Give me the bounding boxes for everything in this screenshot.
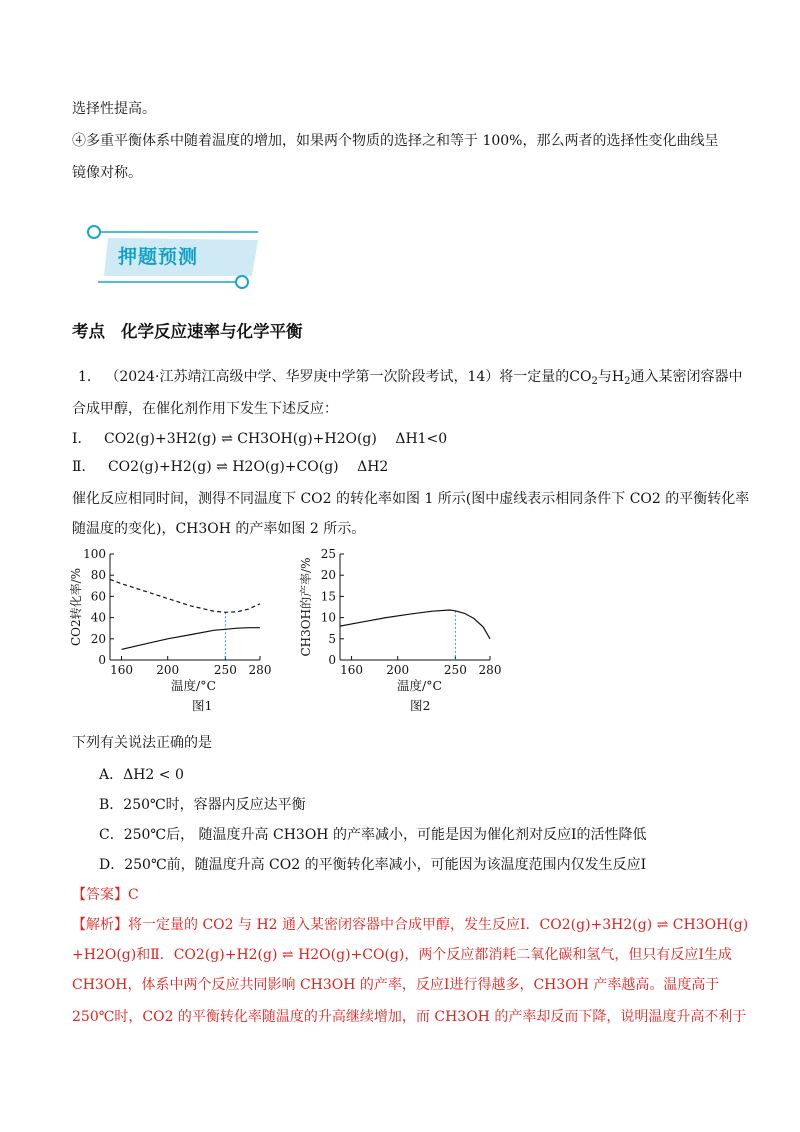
reaction-1-right: CH3OH(g)+H2O(g) <box>237 431 377 447</box>
equilibrium-arrow-icon: ⇌ <box>216 459 228 475</box>
chart-2-x-tick-label: 250 <box>443 663 467 674</box>
chart-2-y-tick-label: 10 <box>320 610 336 625</box>
section-key: 考点 <box>72 322 105 341</box>
intro-line-3: 镜像对称。 <box>72 165 142 181</box>
chart-2-y-tick-label: 5 <box>328 631 336 646</box>
question-stem-line-1: 1． （2024·江苏靖江高级中学、华罗庚中学第一次阶段考试，14）将一定量的$CO_2$与$H_2$通入某密闭容器中 <box>72 362 732 392</box>
chart-1-series-solid-line <box>122 628 261 650</box>
banner-label: 押题预测 <box>118 246 199 268</box>
question-stem-line-2: 合成甲醇，在催化剂作用下发生下述反应： <box>72 401 338 417</box>
option-b[interactable]: B．250℃时，容器内反应达平衡 <box>99 797 306 813</box>
chart-1-x-tick-label: 160 <box>110 663 133 674</box>
reaction-2-label: Ⅱ． <box>72 459 96 475</box>
section-heading <box>72 318 303 342</box>
chart-1-y-tick-label: 0 <box>98 653 106 667</box>
equilibrium-arrow-icon: ⇌ <box>221 431 233 447</box>
reaction-1 <box>72 424 732 454</box>
chart-1-xlabel: 温度/°C <box>171 678 217 693</box>
chart-figure-1 <box>66 544 276 678</box>
analysis-line-1: 【解析】将一定量的 CO2 与 H2 通入某密闭容器中合成甲醇，发生反应Ⅰ．CO2(g)+3H2(g) ⇌ CH3OH(g) <box>72 917 749 933</box>
reaction-1-left: CO2(g)+3H2(g) <box>103 431 217 447</box>
question-source: （2024·江苏靖江高级中学、华罗庚中学第一次阶段考试，14） <box>105 369 500 385</box>
chart-1-ylabel: CO2转化率/% <box>69 567 83 647</box>
reaction-1-label: Ⅰ． <box>72 431 92 447</box>
chart-2-svg <box>296 544 506 674</box>
chart-1-x-tick-label: 280 <box>248 663 272 674</box>
chart-2-x-tick-label: 280 <box>478 663 502 674</box>
reaction-2-left: CO2(g)+H2(g) <box>107 459 212 475</box>
chart-1-series-dashed-line <box>110 579 260 612</box>
option-d[interactable]: D．250℃前，随温度升高 CO2 的平衡转化率减小，可能因为该温度范围内仅发生反应Ⅰ <box>99 857 647 873</box>
chart-1-y-tick-label: 60 <box>90 589 106 604</box>
stem-and: 与 <box>597 369 612 385</box>
intro-line-2: ④多重平衡体系中随着温度的增加，如果两个物质的选择之和等于 100%，那么两者的选择性变化曲线呈 <box>72 133 719 149</box>
option-a[interactable]: A．ΔH2 < 0 <box>99 767 184 783</box>
analysis-line-4: 250℃时，CO2 的平衡转化率随温度的升高继续增加，而 CH3OH 的产率却反而下降，说明温度升高不利于 <box>72 1009 747 1025</box>
chart-2-y-tick-label: 0 <box>328 653 336 667</box>
co2-formula: CO <box>569 369 592 385</box>
answer-label: 【答案】C <box>72 887 139 903</box>
option-c[interactable]: C．250℃后， 随温度升高 CH3OH 的产率减小，可能是因为催化剂对反应Ⅰ的活性降低 <box>99 827 647 843</box>
chart-1-y-tick-label: 80 <box>90 568 106 583</box>
stem-text-b: 通入某密闭容器中 <box>630 369 743 385</box>
question-desc-line-1: 催化反应相同时间，测得不同温度下 CO2 的转化率如图 1 所示(图中虚线表示相同条件下 CO2 的平衡转化率 <box>72 491 750 507</box>
chart-1-y-tick-label: 100 <box>83 547 106 561</box>
chart-2-series-solid-line <box>340 610 490 639</box>
chart-1-x-tick-label: 200 <box>156 663 180 674</box>
chart-2-xlabel: 温度/°C <box>397 678 443 693</box>
analysis-line-2: +H2O(g)和Ⅱ．CO2(g)+H2(g) ⇌ H2O(g)+CO(g)，两个反应都消耗二氧化碳和氢气，但只有反应Ⅰ生成 <box>72 947 732 963</box>
question-prompt: 下列有关说法正确的是 <box>72 735 212 751</box>
chart-figure-2 <box>296 544 506 678</box>
chart-1-svg <box>66 544 276 674</box>
chart-2-y-tick-label: 15 <box>320 589 336 604</box>
question-number: 1． <box>78 369 101 385</box>
reaction-2-right: H2O(g)+CO(g) <box>232 459 339 475</box>
chart-2-y-tick-label: 20 <box>320 568 336 583</box>
chart-1-figure-label: 图1 <box>192 698 213 713</box>
chart-2-y-tick-label: 25 <box>320 547 336 561</box>
stem-text-a: 将一定量的 <box>499 369 570 385</box>
chart-2-ylabel: CH3OH的产率/% <box>299 557 313 657</box>
chart-1-y-tick-label: 20 <box>90 631 106 646</box>
reaction-1-enthalpy: ΔH1<0 <box>395 431 448 447</box>
h2-formula: H <box>611 369 625 385</box>
question-desc-line-2: 随温度的变化)，CH3OH 的产率如图 2 所示。 <box>72 521 366 537</box>
analysis-line-3: CH3OH，体系中两个反应共同影响 CH3OH 的产率，反应Ⅰ进行得越多，CH3OH 产率越高。温度高于 <box>72 977 720 993</box>
chart-2-x-tick-label: 200 <box>386 663 410 674</box>
reaction-2-enthalpy: ΔH2 <box>357 459 389 475</box>
reaction-2 <box>72 452 732 482</box>
chart-2-x-tick-label: 160 <box>340 663 363 674</box>
chart-2-figure-label: 图2 <box>410 698 431 713</box>
section-title: 化学反应速率与化学平衡 <box>121 322 303 341</box>
intro-line-1: 选择性提高。 <box>72 101 156 117</box>
chart-1-y-tick-label: 40 <box>90 610 106 625</box>
chart-1-x-tick-label: 250 <box>213 663 237 674</box>
